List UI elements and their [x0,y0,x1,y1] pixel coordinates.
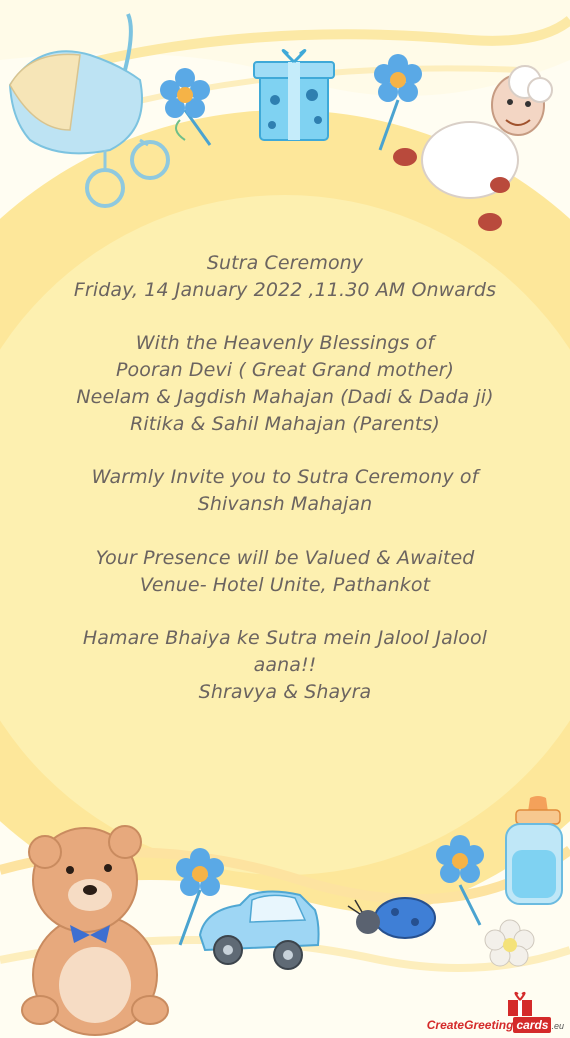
brand-logo[interactable] [427,1018,564,1032]
ceremony-date: Friday, 14 January 2022 ,11.30 AM Onwards [73,278,497,301]
gift-box-icon [254,50,334,140]
blessing-intro: With the Heavenly Blessings of [135,332,435,355]
honoree-name: Shivansh Mahajan [197,493,373,516]
signature: Shravya & Shayra [198,680,372,703]
closing-line: aana!! [253,653,317,676]
venue-line: Venue- Hotel Unite, Pathankot [139,573,431,596]
presence-line: Your Presence will be Valued & Awaited [95,546,475,569]
invite-line: Warmly Invite you to Sutra Ceremony of [91,466,479,489]
brand-suffix: .eu [551,1021,564,1031]
ceremony-title: Sutra Ceremony [206,252,364,274]
blessing-line: Ritika & Sahil Mahajan (Parents) [130,412,440,435]
blessing-line: Neelam & Jagdish Mahajan (Dadi & Dada ji) [76,385,494,408]
invitation-message [20,250,550,706]
closing-line: Hamare Bhaiya ke Sutra mein Jalool Jalool [82,627,488,650]
blessing-line: Pooran Devi ( Great Grand mother) [115,359,455,382]
brand-name: CreateGreeting [426,1018,514,1032]
brand-cards: cards [513,1017,551,1033]
